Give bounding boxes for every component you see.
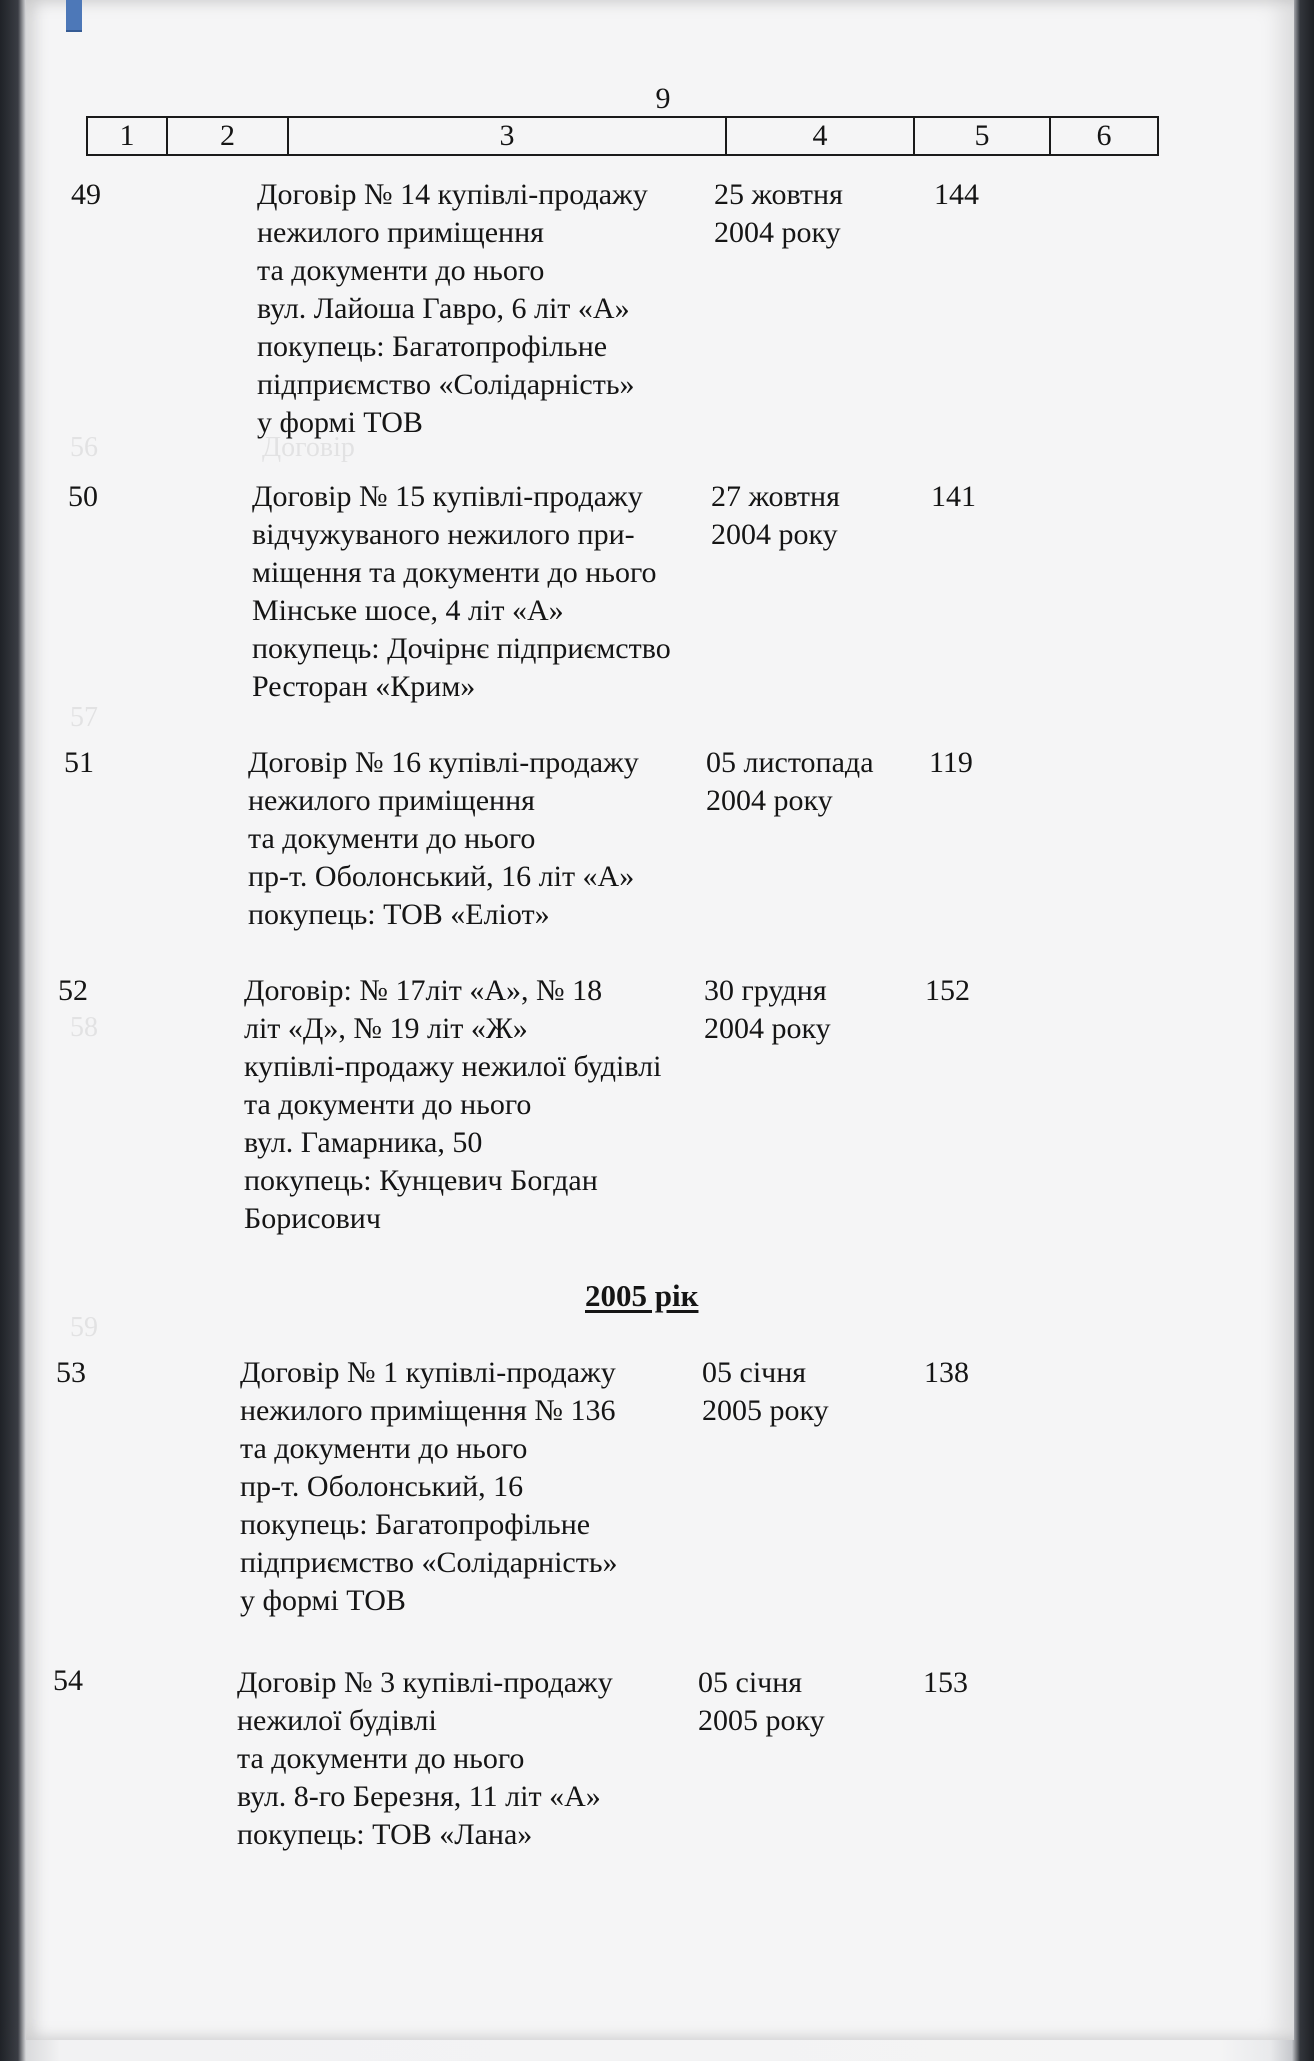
description-line: нежилого приміщення [248, 784, 535, 817]
description-line: покупець: ТОВ «Лана» [237, 1818, 533, 1851]
entry-sheets: 119 [929, 746, 973, 779]
date-line: 2004 року [706, 784, 833, 817]
entry-date [706, 744, 874, 820]
description-line: покупець: Багатопрофільне [240, 1508, 591, 1541]
entry-description [257, 176, 648, 442]
entry-date [711, 478, 840, 554]
year-heading: 2005 рік [585, 1278, 699, 1313]
date-line: 2005 року [698, 1704, 825, 1737]
date-line: 27 жовтня [711, 480, 840, 513]
description-line: та документи до нього [257, 254, 545, 287]
entry-date [698, 1664, 825, 1740]
description-line: Договір № 3 купівлі-продажу [237, 1666, 613, 1699]
column-header-5: 5 [914, 117, 1050, 155]
bleed-through-text: 59 [70, 1312, 98, 1343]
entry-description [252, 478, 671, 706]
description-line: вул. Гамарника, 50 [244, 1126, 483, 1159]
description-line: міщення та документи до нього [252, 556, 657, 589]
description-line: Ресторан «Крим» [252, 670, 476, 703]
description-line: Договір: № 17літ «А», № 18 [244, 974, 603, 1007]
date-line: 2004 року [704, 1012, 831, 1045]
bleed-through-text: Договір [262, 432, 355, 463]
description-line: покупець: ТОВ «Еліот» [248, 898, 550, 931]
page-number: 9 [655, 82, 671, 115]
column-header-3: 3 [288, 117, 726, 155]
description-line: пр-т. Оболонський, 16 літ «А» [248, 860, 635, 893]
description-line: та документи до нього [248, 822, 536, 855]
description-line: у формі ТОВ [240, 1584, 406, 1617]
description-line: Договір № 15 купівлі-продажу [252, 480, 643, 513]
description-line: покупець: Дочірнє підприємство [252, 632, 671, 665]
entry-description [240, 1354, 618, 1620]
bookmark-tab [66, 0, 82, 32]
date-line: 05 січня [698, 1666, 803, 1699]
entry-date [704, 972, 831, 1048]
entry-date [714, 176, 843, 252]
description-line: покупець: Багатопрофільне [257, 330, 608, 363]
description-line: нежилого приміщення [257, 216, 544, 249]
entry-sheets: 141 [931, 480, 976, 513]
column-header-1: 1 [87, 117, 167, 155]
column-header-row [87, 117, 1158, 155]
entry-number: 49 [71, 178, 101, 211]
description-line: вул. 8-го Березня, 11 літ «А» [237, 1780, 601, 1813]
description-line: пр-т. Оболонський, 16 [240, 1470, 524, 1503]
description-line: відчужуваного нежилого при- [252, 518, 635, 551]
entry-description [237, 1664, 613, 1854]
date-line: 05 січня [702, 1356, 807, 1389]
date-line: 25 жовтня [714, 178, 843, 211]
description-line: Борисович [244, 1202, 381, 1235]
description-line: літ «Д», № 19 літ «Ж» [244, 1012, 528, 1045]
description-line: покупець: Кунцевич Богдан [244, 1164, 598, 1197]
description-line: та документи до нього [240, 1432, 528, 1465]
description-line: та документи до нього [244, 1088, 532, 1121]
entry-sheets: 152 [925, 974, 970, 1007]
date-line: 05 листопада [706, 746, 874, 779]
bleed-through-text: 57 [70, 702, 98, 733]
description-line: нежилої будівлі [237, 1704, 437, 1737]
description-line: нежилого приміщення № 136 [240, 1394, 616, 1427]
date-line: 2004 року [714, 216, 841, 249]
entry-description [248, 744, 639, 934]
date-line: 2004 року [711, 518, 838, 551]
description-line: Договір № 16 купівлі-продажу [248, 746, 639, 779]
entry-sheets: 138 [924, 1356, 969, 1389]
description-line: підприємство «Солідарність» [240, 1546, 618, 1579]
entry-number: 50 [68, 480, 98, 513]
entry-number: 54 [53, 1664, 83, 1697]
description-line: у формі ТОВ [257, 406, 423, 439]
column-header-2: 2 [167, 117, 288, 155]
document-page [26, 0, 1294, 2040]
bleed-through-text: 58 [70, 1012, 98, 1043]
column-header-6: 6 [1050, 117, 1158, 155]
description-line: підприємство «Солідарність» [257, 368, 635, 401]
column-header-table [86, 116, 1159, 156]
description-line: та документи до нього [237, 1742, 525, 1775]
description-line: Договір № 14 купівлі-продажу [257, 178, 648, 211]
entry-sheets: 153 [923, 1666, 968, 1699]
entry-date [702, 1354, 829, 1430]
date-line: 2005 року [702, 1394, 829, 1427]
entry-number: 52 [58, 974, 88, 1007]
description-line: купівлі-продажу нежилої будівлі [244, 1050, 662, 1083]
description-line: Мінське шосе, 4 літ «А» [252, 594, 564, 627]
date-line: 30 грудня [704, 974, 827, 1007]
description-line: Договір № 1 купівлі-продажу [240, 1356, 616, 1389]
entry-description [244, 972, 661, 1238]
entry-sheets: 144 [934, 178, 979, 211]
bleed-through-text: 56 [70, 432, 98, 463]
entry-number: 53 [56, 1356, 86, 1389]
description-line: вул. Лайоша Гавро, 6 літ «А» [257, 292, 630, 325]
column-header-4: 4 [726, 117, 914, 155]
entry-number: 51 [64, 746, 94, 779]
